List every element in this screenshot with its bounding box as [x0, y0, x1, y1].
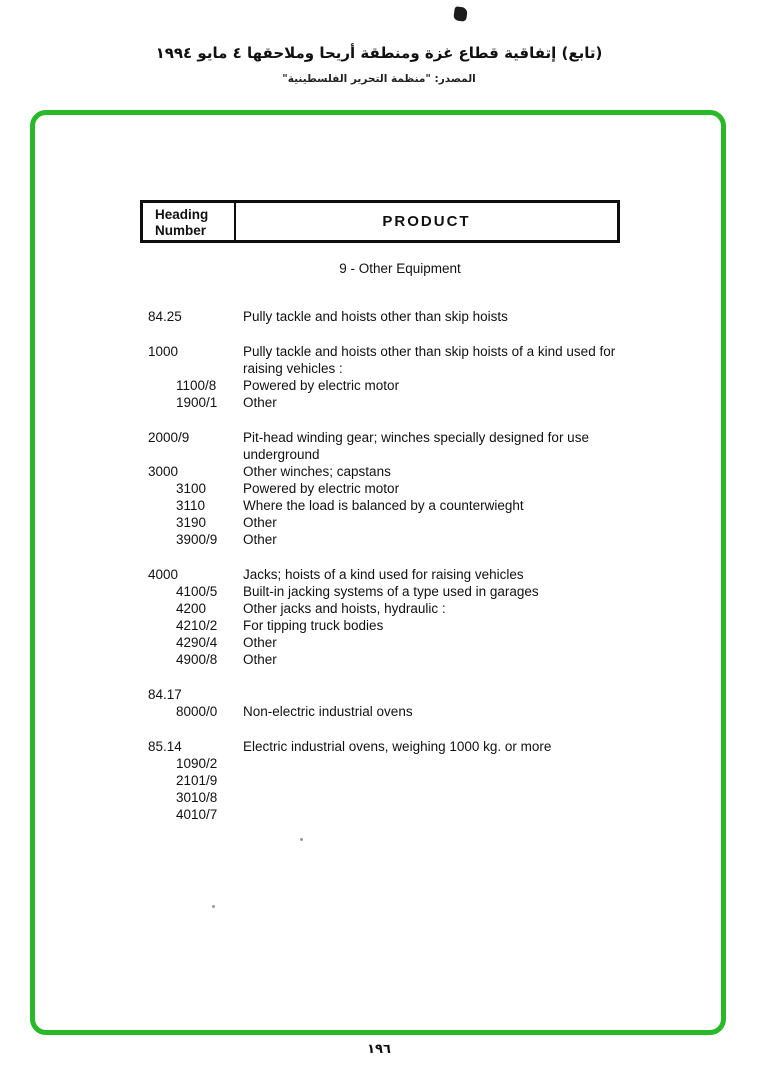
product-description: Powered by electric motor: [243, 378, 400, 393]
table-row: [148, 806, 618, 823]
product-description: Other: [243, 652, 277, 667]
product-table-body: [148, 308, 618, 823]
product-description: Other: [243, 635, 277, 650]
table-row: [148, 429, 618, 463]
table-row: [148, 703, 618, 720]
table-header: [140, 200, 620, 243]
section-title: 9 - Other Equipment: [339, 261, 461, 276]
heading-number: 3010/8: [176, 790, 218, 805]
heading-number: 1000: [148, 344, 179, 359]
heading-number: 4290/4: [176, 635, 218, 650]
table-row: [148, 497, 618, 514]
product-description: Electric industrial ovens, weighing 1000 kg. or more: [243, 739, 552, 754]
heading-number: 3100: [176, 481, 207, 496]
table-row: [148, 394, 618, 411]
product-description: Jacks; hoists of a kind used for raising vehicles: [243, 567, 524, 582]
product-description: Other jacks and hoists, hydraulic :: [243, 601, 446, 616]
table-row: [148, 738, 618, 755]
table-row: [148, 583, 618, 600]
product-description: Other: [243, 395, 277, 410]
heading-number: 85.14: [148, 739, 182, 754]
heading-number: 3000: [148, 464, 179, 479]
product-description: Where the load is balanced by a counterwieght: [243, 498, 524, 513]
heading-number: 8000/0: [176, 704, 218, 719]
table-row: [148, 377, 618, 394]
table-row: [148, 480, 618, 497]
heading-number: 1090/2: [176, 756, 218, 771]
table-row: [148, 755, 618, 772]
table-row: [148, 514, 618, 531]
heading-number: 84.25: [148, 309, 182, 324]
heading-number: 1900/1: [176, 395, 218, 410]
product-description: Non-electric industrial ovens: [243, 704, 413, 719]
heading-number: 84.17: [148, 687, 182, 702]
column-header-product: PRODUCT: [382, 213, 471, 230]
heading-number: 4010/7: [176, 807, 218, 822]
heading-number: 3900/9: [176, 532, 218, 547]
table-row: [148, 789, 618, 806]
product-description: Other: [243, 515, 277, 530]
table-row: [148, 686, 618, 703]
table-row: [148, 566, 618, 583]
heading-number: 4100/5: [176, 584, 218, 599]
document-header: [0, 44, 758, 85]
heading-number: 1100/8: [176, 378, 217, 393]
heading-number: 2000/9: [148, 430, 190, 445]
product-description: Powered by electric motor: [243, 481, 400, 496]
heading-number: 4200: [176, 601, 207, 616]
product-description: Pit-head winding gear; winches specially designed for use underground: [243, 430, 589, 462]
product-description: For tipping truck bodies: [243, 618, 384, 633]
product-description: Other: [243, 532, 277, 547]
table-row: [148, 600, 618, 617]
table-row: [148, 772, 618, 789]
arabic-title: (تابع) إتفاقية قطاع غزة ومنطقة أريحا وملاحقها ٤ مايو ١٩٩٤: [155, 44, 603, 62]
table-row: [148, 634, 618, 651]
table-row: [148, 343, 618, 377]
scan-artifact: [453, 6, 468, 22]
product-description: Pully tackle and hoists other than skip hoists: [243, 309, 508, 324]
heading-number: 2101/9: [176, 773, 218, 788]
product-description: Pully tackle and hoists other than skip hoists of a kind used for raising vehicles :: [243, 344, 616, 376]
table-row: [148, 463, 618, 480]
heading-number: 3110: [176, 498, 206, 513]
heading-number: 4000: [148, 567, 179, 582]
heading-number: 3190: [176, 515, 207, 530]
heading-number: 4210/2: [176, 618, 218, 633]
arabic-source-line: المصدر: "منظمة التحرير الفلسطينية": [282, 73, 476, 85]
product-description: Other winches; capstans: [243, 464, 391, 479]
product-description: Built-in jacking systems of a type used in garages: [243, 584, 539, 599]
table-row: [148, 308, 618, 325]
table-row: [148, 617, 618, 634]
heading-number: 4900/8: [176, 652, 218, 667]
table-row: [148, 531, 618, 548]
page-number: ١٩٦: [367, 1042, 391, 1057]
column-header-heading-number: Heading Number: [143, 203, 236, 240]
table-row: [148, 651, 618, 668]
